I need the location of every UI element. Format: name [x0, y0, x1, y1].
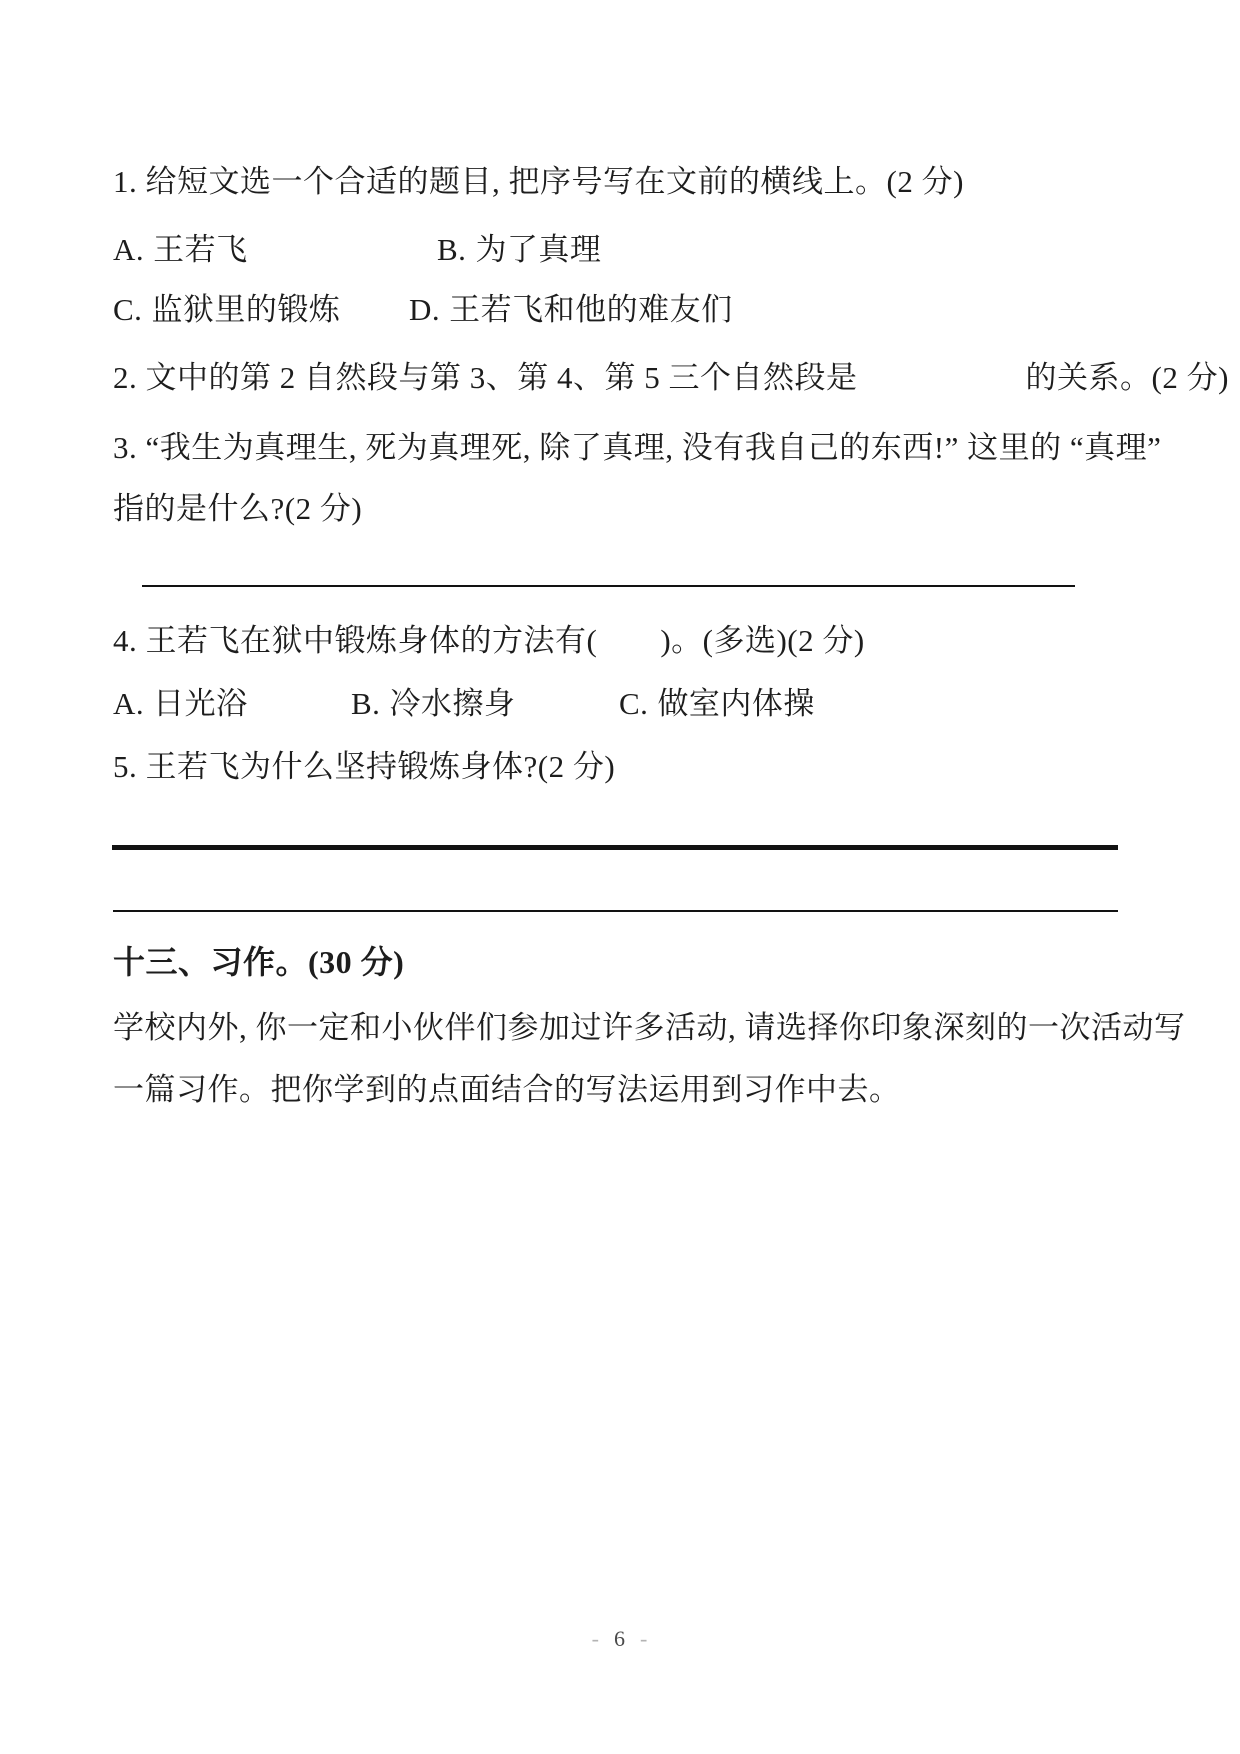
question-2-answer-blank [858, 387, 1026, 388]
option-text: 冷水擦身 [389, 686, 516, 721]
question-2-after-blank: 的关系。(2 分) [1025, 360, 1229, 395]
option-label: C. [619, 686, 649, 721]
footer-right-dash: - [640, 1626, 649, 1651]
question-4-option-a [113, 686, 248, 722]
question-1-options-row-1 [0, 232, 1240, 272]
question-3-answer-line [142, 585, 1075, 587]
option-label: A. [113, 686, 145, 721]
question-5-text: 5. 王若飞为什么坚持锻炼身体?(2 分) [113, 749, 616, 784]
question-1-options-row-2 [0, 292, 1240, 332]
option-text: 日光浴 [153, 686, 248, 721]
page-number: 6 [614, 1626, 626, 1651]
question-1-option-b [437, 232, 601, 268]
option-text: 做室内体操 [657, 686, 815, 721]
question-5-answer-line-1 [112, 845, 1118, 850]
question-1-text: 1. 给短文选一个合适的题目, 把序号写在文前的横线上。(2 分) [113, 164, 964, 199]
option-label: A. [113, 232, 145, 267]
question-2-text [113, 360, 1229, 396]
option-text: 监狱里的锻炼 [151, 292, 341, 327]
question-4-options-row [0, 686, 1240, 726]
question-4-option-c [619, 686, 815, 722]
question-3-text-line-1: 3. “我生为真理生, 死为真理死, 除了真理, 没有我自己的东西!” 这里的 “真理” [113, 430, 1162, 465]
section-13-title: 十三、习作。(30 分) [113, 944, 405, 980]
question-4-text: 4. 王若飞在狱中锻炼身体的方法有( )。(多选)(2 分) [113, 623, 865, 658]
section-13-body-line-2: 一篇习作。把你学到的点面结合的写法运用到习作中去。 [113, 1072, 901, 1107]
option-label: D. [409, 292, 441, 327]
option-text: 王若飞 [153, 232, 248, 267]
option-text: 王若飞和他的难友们 [449, 292, 733, 327]
option-label: B. [437, 232, 467, 267]
question-5-answer-line-2 [113, 910, 1118, 912]
page-footer [0, 1626, 1240, 1652]
question-1-option-d [409, 292, 733, 328]
question-1-option-a [113, 232, 248, 268]
section-13-body-line-1: 学校内外, 你一定和小伙伴们参加过许多活动, 请选择你印象深刻的一次活动写 [113, 1010, 1186, 1045]
option-text: 为了真理 [475, 232, 602, 267]
question-2-before-blank: 2. 文中的第 2 自然段与第 3、第 4、第 5 三个自然段是 [113, 360, 858, 395]
footer-left-dash: - [591, 1626, 600, 1651]
question-4-option-b [351, 686, 515, 722]
question-3-text-line-2: 指的是什么?(2 分) [113, 491, 363, 526]
question-1-option-c [113, 292, 340, 328]
option-label: B. [351, 686, 381, 721]
option-label: C. [113, 292, 143, 327]
